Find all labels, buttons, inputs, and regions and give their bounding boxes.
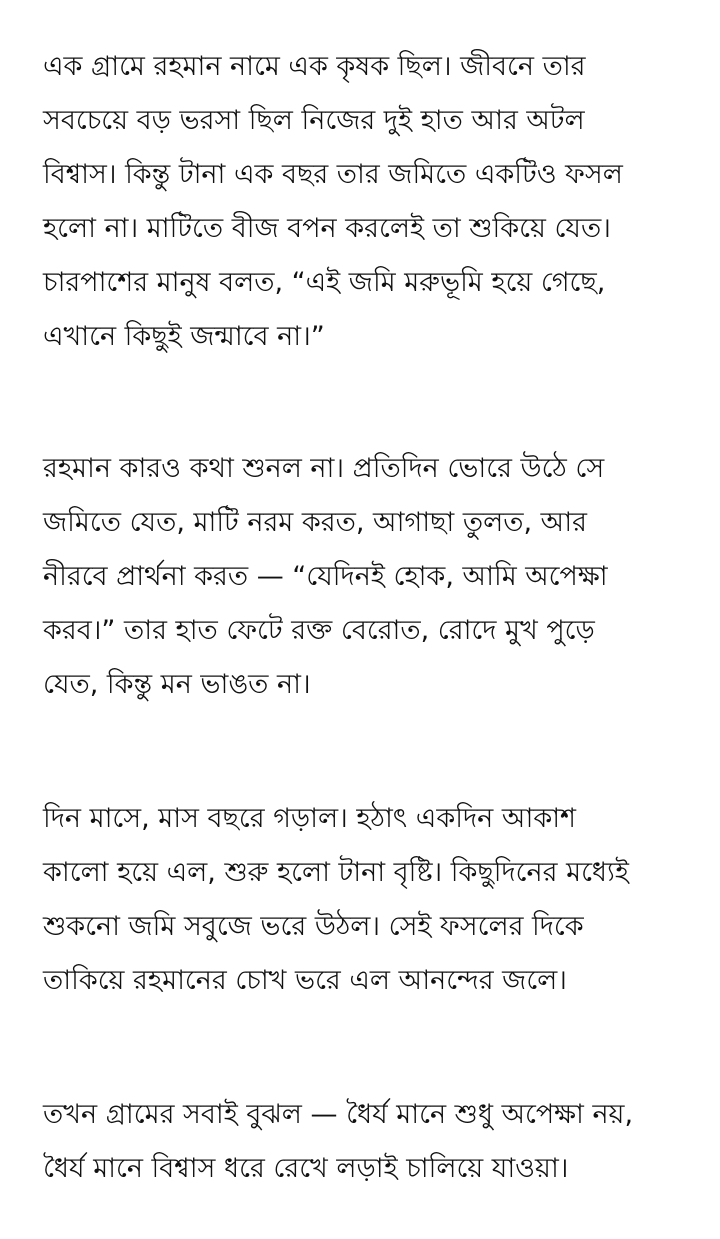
text-line: শুকনো জমি সবুজে ভরে উঠল। সেই ফসলের দিকে xyxy=(43,911,584,942)
text-line: চারপাশের মানুষ বলত, “এই জমি মরুভূমি হয়ে গেছে, xyxy=(43,267,606,298)
text-line: কালো হয়ে এল, শুরু হলো টানা বৃষ্টি। কিছুদিনের মধ্যেই xyxy=(43,857,629,888)
text-line: বিশ্বাস। কিন্তু টানা এক বছর তার জমিতে একটিও ফসল xyxy=(43,159,623,190)
text-line: এক গ্রামে রহমান নামে এক কৃষক ছিল। জীবনে তার xyxy=(43,51,586,82)
text-line: তাকিয়ে রহমানের চোখ ভরে এল আনন্দের জলে। xyxy=(43,965,567,996)
paragraph-3 xyxy=(43,792,629,1008)
text-line: হলো না। মাটিতে বীজ বপন করলেই তা শুকিয়ে যেত। xyxy=(43,213,611,244)
paragraph-2 xyxy=(43,442,608,712)
paragraph-4 xyxy=(43,1088,633,1196)
paragraph-1 xyxy=(43,40,623,364)
text-line: সবচেয়ে বড় ভরসা ছিল নিজের দুই হাত আর অটল xyxy=(43,105,585,136)
text-line: এখানে কিছুই জন্মাবে না।” xyxy=(43,321,325,352)
text-line: তখন গ্রামের সবাই বুঝল — ধৈর্য মানে শুধু অপেক্ষা নয়, xyxy=(43,1099,634,1130)
text-line: করব।” তার হাত ফেটে রক্ত বেরোত, রোদে মুখ পুড়ে xyxy=(43,615,595,646)
text-line: নীরবে প্রার্থনা করত — “যেদিনই হোক, আমি অপেক্ষা xyxy=(43,561,608,592)
text-line: দিন মাসে, মাস বছরে গড়াল। হঠাৎ একদিন আকাশ xyxy=(43,803,577,834)
text-line: যেত, কিন্তু মন ভাঙত না। xyxy=(43,669,311,700)
text-line: ধৈর্য মানে বিশ্বাস ধরে রেখে লড়াই চালিয়ে যাওয়া। xyxy=(43,1153,569,1184)
text-line: রহমান কারও কথা শুনল না। প্রতিদিন ভোরে উঠে সে xyxy=(43,453,605,484)
text-line: জমিতে যেত, মাটি নরম করত, আগাছা তুলত, আর xyxy=(43,507,587,538)
